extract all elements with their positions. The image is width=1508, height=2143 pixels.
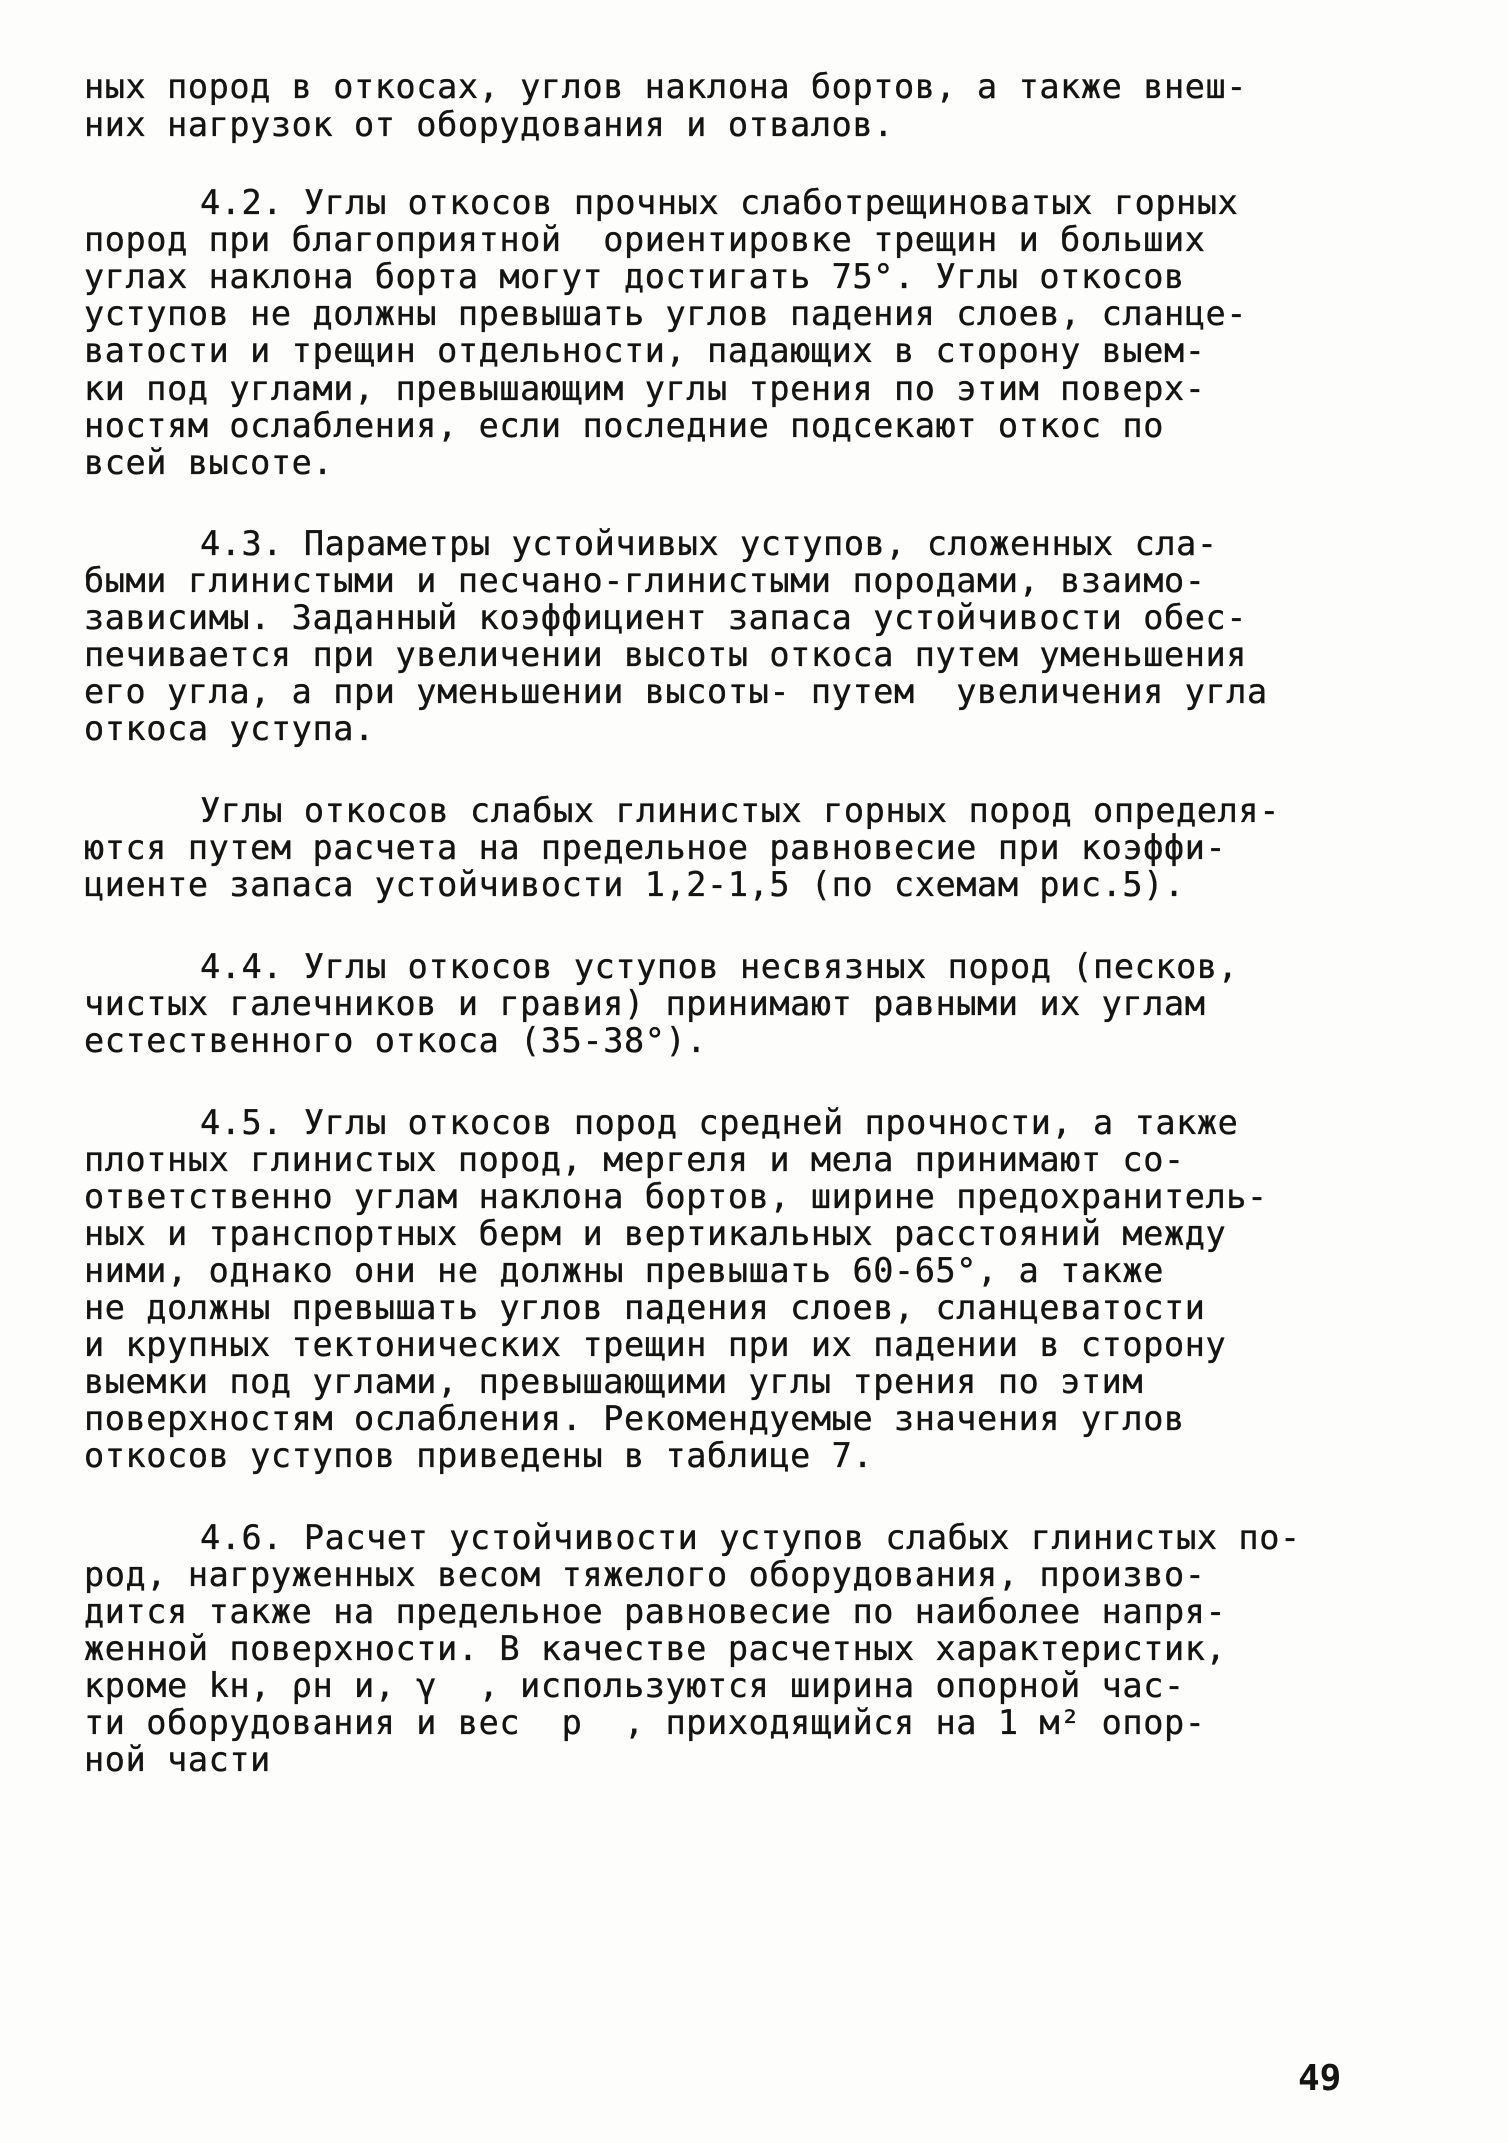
text-line: ных пород в откосах, углов наклона бортов, а также внеш- (84, 67, 1248, 106)
text-line: не должны превышать углов падения слоев, сланцеватости (84, 1288, 1206, 1327)
text-line: ними, однако они не должны превышать 60-65°, а также (84, 1251, 1164, 1290)
paragraph-4-5-first-line: 4.5. Углы откосов пород средней прочности, а также (200, 1103, 1239, 1142)
text-line: всей высоте. (84, 443, 334, 482)
text-line: зависимы. Заданный коэффициент запаса устойчивости обес- (84, 598, 1248, 637)
text-line: печивается при увеличении высоты откоса путем уменьшения (84, 635, 1248, 674)
text-line: его угла, а при уменьшении высоты- путем увеличения угла (84, 672, 1268, 711)
paragraph-4-3-first-line: 4.3. Параметры устойчивых уступов, сложенных сла- (200, 524, 1218, 563)
text-line: ются путем расчета на предельное равновесие при коэффи- (84, 828, 1227, 867)
text-line: пород при благоприятной ориентировке трещин и больших (84, 220, 1206, 259)
text-line: выемки под углами, превышающими углы трения по этим (84, 1362, 1144, 1401)
text-line: ных и транспортных берм и вертикальных расстояний между (84, 1214, 1227, 1253)
text-line: них нагрузок от оборудования и отвалов. (84, 105, 894, 144)
text-line: кроме kн, ρн и, γ , используются ширина опорной час- (84, 1666, 1185, 1705)
text-line: углах наклона борта могут достигать 75°. Углы откосов (84, 257, 1185, 296)
text-line: ватости и трещин отдельности, падающих в сторону выем- (84, 331, 1206, 370)
text-line: откосов уступов приведены в таблице 7. (84, 1436, 874, 1475)
page-number: 49 (1298, 2058, 1342, 2099)
text-line: ной части (84, 1740, 271, 1779)
text-line: откоса уступа. (84, 709, 375, 748)
text-line: чистых галечников и гравия) принимают равными их углам (84, 984, 1206, 1023)
text-line: дится также на предельное равновесие по наиболее напря- (84, 1592, 1227, 1631)
text-line: ти оборудования и вес p , приходящийся на 1 м² опор- (84, 1703, 1206, 1742)
text-line: плотных глинистых пород, мергеля и мела принимают со- (84, 1140, 1185, 1179)
text-line: род, нагруженных весом тяжелого оборудования, произво- (84, 1555, 1206, 1594)
text-line: ответственно углам наклона бортов, ширине предохранитель- (84, 1177, 1268, 1216)
text-line: быми глинистыми и песчано-глинистыми породами, взаимо- (84, 561, 1206, 600)
text-line: ки под углами, превышающим углы трения по этим поверх- (84, 369, 1206, 408)
paragraph-4-4-first-line: 4.4. Углы откосов уступов несвязных пород (песков, (200, 947, 1239, 986)
text-line: ностям ослабления, если последние подсекают откос по (84, 406, 1164, 445)
text-line: поверхностям ослабления. Рекомендуемые значения углов (84, 1399, 1185, 1438)
text-line: женной поверхности. В качестве расчетных характеристик, (84, 1629, 1227, 1668)
text-line: уступов не должны превышать углов падения слоев, сланце- (84, 294, 1248, 333)
paragraph-4-6-first-line: 4.6. Расчет устойчивости уступов слабых глинистых по- (200, 1518, 1301, 1557)
paragraph-angles-first-line: Углы откосов слабых глинистых горных пород определя- (200, 791, 1280, 830)
text-line: естественного откоса (35-38°). (84, 1021, 708, 1060)
paragraph-4-2-first-line: 4.2. Углы откосов прочных слаботрещиноватых горных (200, 183, 1239, 222)
text-line: циенте запаса устойчивости 1,2-1,5 (по схемам рис.5). (84, 865, 1185, 904)
text-line: и крупных тектонических трещин при их падении в сторону (84, 1325, 1227, 1364)
